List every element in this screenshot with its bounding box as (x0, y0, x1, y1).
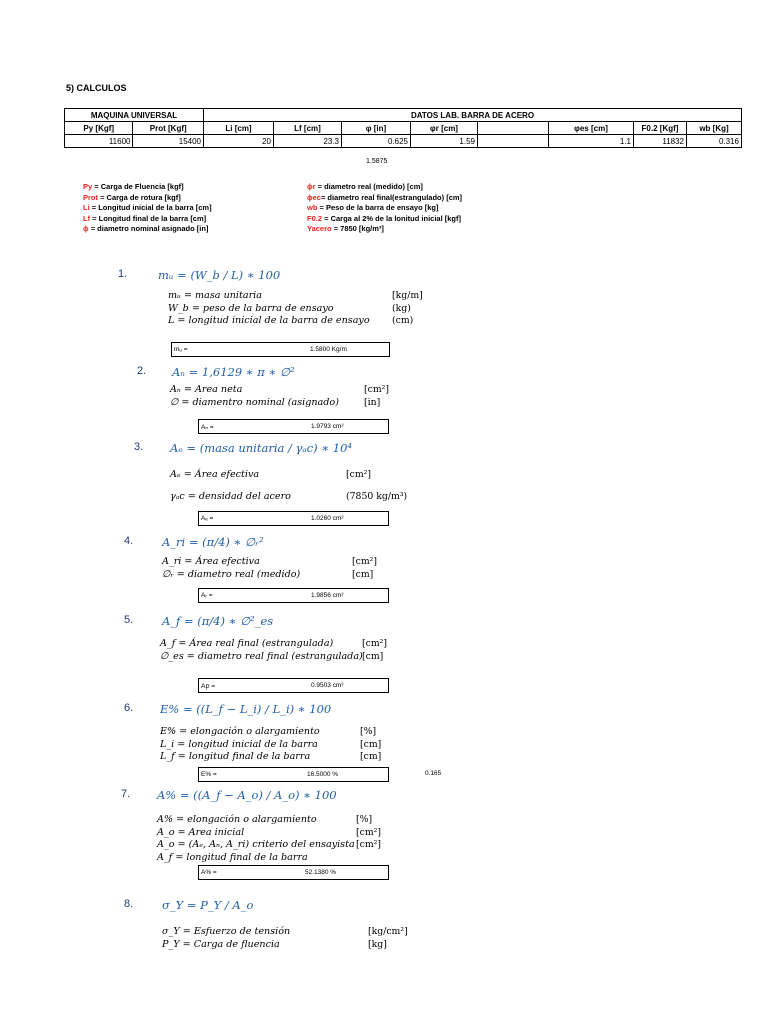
step-6-side-value: 0.165 (425, 770, 442, 777)
legend-item: F0.2 = Carga al 2% de la lonitud inicial [kgf] (307, 213, 462, 223)
step-7-definitions: A% = elongación o alargamiento A_o = Area inicial A_o = (Aₑ, Aₙ, A_ri) criterio del ensayista A_f = longitud final de la barra (157, 814, 355, 863)
col-empty (478, 122, 549, 135)
step-5-number: 5. (124, 614, 134, 626)
step-3-number: 3. (134, 441, 144, 453)
step-1-number: 1. (118, 268, 128, 280)
col-wb: wb [Kg] (687, 122, 742, 135)
val-phi: 0.625 (342, 135, 411, 148)
legend-item: Yacero = 7850 [kg/m³] (307, 224, 384, 233)
step-4-result: Aᵣ = 1.9856 cm² (198, 588, 389, 603)
step-3-definitions: Aₑ = Área efectiva γₐc = densidad del acero (170, 469, 291, 502)
step-2-units: [cm²] [in] (364, 384, 390, 408)
lab-data-table (64, 108, 742, 148)
step-6-definitions: E% = elongación o alargamiento L_i = longitud inicial de la barra L_f = longitud final de la barra (160, 726, 320, 762)
step-4-definitions: A_ri = Área efectiva ∅ᵣ = diametro real (medido) (162, 556, 301, 580)
step-3-formula: Aₑ = (masa unitaria / γₐc) ∗ 10⁴ (170, 441, 353, 455)
step-2-definitions: Aₙ = Area neta ∅ = diamentro nominal (asignado) (170, 384, 339, 408)
legend-item: ϕ = diametro nominal asignado [in] (83, 224, 209, 233)
step-8-definitions: σ_Y = Esfuerzo de tensión P_Y = Carga de fluencia (162, 926, 291, 950)
step-1-result: mᵤ = 1.5800 Kg/m (171, 342, 390, 357)
step-3-units: [cm²] (7850 kg/m³) (346, 469, 408, 502)
legend-left (83, 182, 212, 235)
val-li: 20 (204, 135, 274, 148)
col-lf: Lf [cm] (274, 122, 342, 135)
step-5-definitions: A_f = Área real final (estrangulada) ∅_es = diametro real final (estrangulada) (160, 638, 363, 662)
step-7-number: 7. (121, 788, 131, 800)
legend-item: wb = Peso de la barra de ensayo [kg] (307, 203, 439, 212)
val-prot: 15400 (133, 135, 204, 148)
legend-item: Prot = Carga de rotura [kgf] (83, 192, 181, 202)
val-phi-es: 1.1 (549, 135, 634, 148)
group-header-lab: DATOS LAB. BARRA DE ACERO (204, 109, 742, 122)
val-f02: 11832 (634, 135, 687, 148)
step-2-number: 2. (137, 365, 147, 377)
step-8-units: [kg/cm²] [kg] (368, 926, 408, 950)
step-8-formula: σ_Y = P_Y / A_o (162, 898, 254, 912)
col-phi: φ [in] (342, 122, 411, 135)
step-6-formula: E% = ((L_f − L_i) / L_i) ∗ 100 (160, 702, 332, 716)
step-3-result: Aₑ = 1.0260 cm² (198, 511, 389, 526)
step-6-result: E% = 16.5000 % (198, 767, 389, 782)
step-7-result: A% = 52.1380 % (198, 865, 389, 880)
col-py: Py [Kgf] (65, 122, 133, 135)
step-4-units: [cm²] [cm] (352, 556, 378, 580)
step-1-units: [kg/m] (kg) (cm) (392, 290, 423, 326)
legend-right (307, 182, 462, 235)
col-phi-es: φes [cm] (549, 122, 634, 135)
col-prot: Prot [Kgf] (133, 122, 204, 135)
section-heading: 5) CALCULOS (66, 83, 127, 93)
step-7-formula: A% = ((A_f − A_o) / A_o) ∗ 100 (157, 788, 337, 802)
step-5-formula: A_f = (π/4) ∗ ∅²_es (162, 614, 274, 628)
step-2-result: Aₙ = 1.9793 cm² (198, 419, 389, 434)
step-5-units: [cm²] [cm] (362, 638, 388, 662)
step-2-formula: Aₙ = 1,6129 ∗ π ∗ ∅² (172, 365, 295, 379)
step-8-number: 8. (124, 898, 134, 910)
step-4-number: 4. (124, 535, 134, 547)
val-phi-r: 1.59 (411, 135, 478, 148)
below-table-value: 1.5875 (366, 158, 388, 165)
legend-item: Lf = Longitud final de la barra [cm] (83, 213, 207, 223)
step-1-formula: mᵤ = (W_b / L) ∗ 100 (158, 268, 281, 282)
col-f02: F0.2 [Kgf] (634, 122, 687, 135)
val-wb: 0.316 (687, 135, 742, 148)
step-6-number: 6. (124, 702, 134, 714)
legend-item: Li = Longitud inicial de la barra [cm] (83, 203, 212, 212)
step-6-units: [%] [cm] [cm] (360, 726, 382, 762)
step-1-definitions: mᵤ = masa unitaria W_b = peso de la barra de ensayo L = longitud inicial de la barra de ensayo (168, 290, 370, 326)
legend-item: Py = Carga de Fluencia [kgf] (83, 182, 184, 191)
val-empty (478, 135, 549, 148)
val-py: 11600 (65, 135, 133, 148)
group-header-machine: MAQUINA UNIVERSAL (65, 109, 204, 122)
step-5-result: Aբ = 0.9503 cm² (198, 678, 389, 693)
legend-item: ϕec= diametro real final(estrangulado) [cm] (307, 192, 463, 202)
legend-item: ϕr = diametro real (medido) [cm] (307, 182, 423, 191)
val-lf: 23.3 (274, 135, 342, 148)
col-li: Li [cm] (204, 122, 274, 135)
step-4-formula: A_ri = (π/4) ∗ ∅ᵣ² (162, 535, 264, 549)
col-phi-r: φr [cm] (411, 122, 478, 135)
step-7-units: [%] [cm²] [cm²] (356, 814, 382, 850)
